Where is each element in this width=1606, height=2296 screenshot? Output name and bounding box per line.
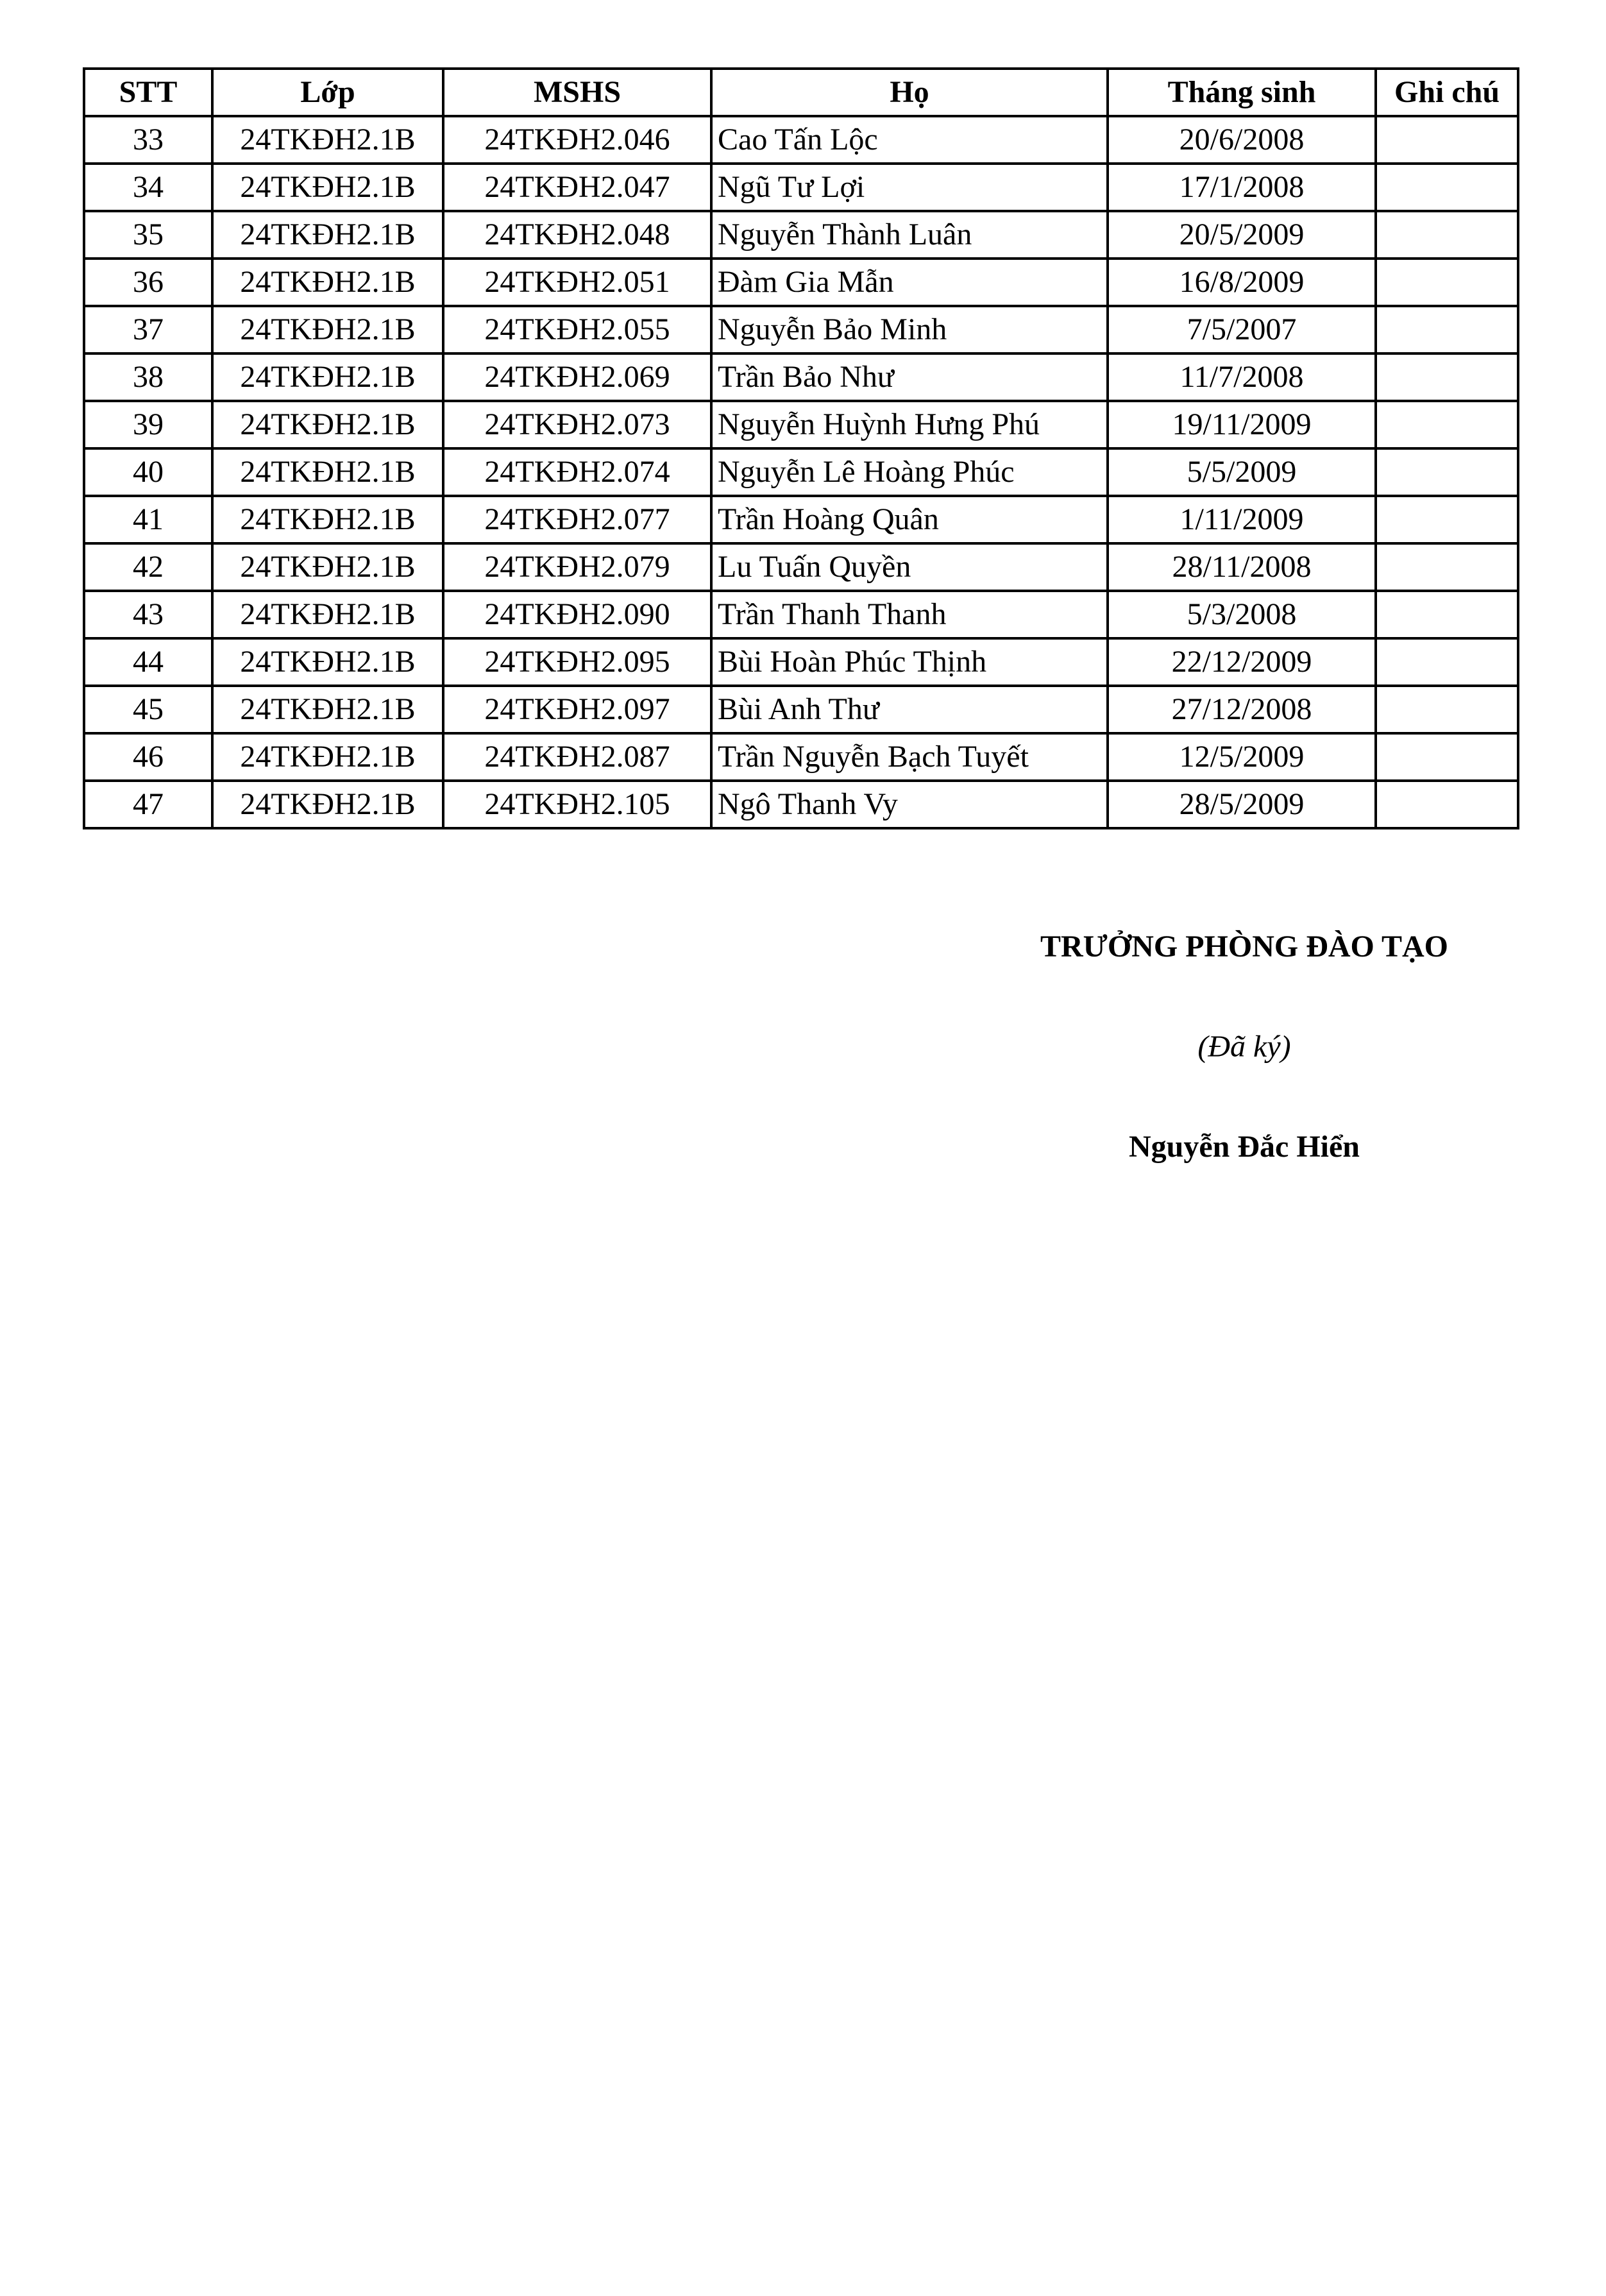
cell-name: Trần Bảo Như xyxy=(711,353,1108,401)
cell-stt: 47 xyxy=(84,781,212,828)
table-row xyxy=(84,211,1518,259)
cell-student-id: 24TKĐH2.090 xyxy=(443,591,711,638)
table-row xyxy=(84,591,1518,638)
cell-stt: 42 xyxy=(84,543,212,591)
table-row xyxy=(84,259,1518,306)
table-row xyxy=(84,401,1518,448)
cell-notes xyxy=(1376,733,1518,781)
signatory-name: Nguyễn Đắc Hiển xyxy=(1129,1130,1360,1164)
cell-student-id: 24TKĐH2.069 xyxy=(443,353,711,401)
table-header-row xyxy=(84,69,1518,116)
cell-name: Nguyễn Lê Hoàng Phúc xyxy=(711,448,1108,496)
cell-birth-date: 16/8/2009 xyxy=(1108,259,1376,306)
cell-class: 24TKĐH2.1B xyxy=(212,448,443,496)
cell-student-id: 24TKĐH2.105 xyxy=(443,781,711,828)
cell-stt: 43 xyxy=(84,591,212,638)
cell-birth-date: 5/3/2008 xyxy=(1108,591,1376,638)
cell-name: Lu Tuấn Quyền xyxy=(711,543,1108,591)
cell-student-id: 24TKĐH2.095 xyxy=(443,638,711,686)
cell-class: 24TKĐH2.1B xyxy=(212,259,443,306)
cell-birth-date: 27/12/2008 xyxy=(1108,686,1376,733)
cell-student-id: 24TKĐH2.079 xyxy=(443,543,711,591)
cell-name: Trần Hoàng Quân xyxy=(711,496,1108,543)
cell-stt: 34 xyxy=(84,164,212,211)
table-row xyxy=(84,116,1518,164)
cell-birth-date: 12/5/2009 xyxy=(1108,733,1376,781)
cell-notes xyxy=(1376,353,1518,401)
cell-class: 24TKĐH2.1B xyxy=(212,116,443,164)
cell-class: 24TKĐH2.1B xyxy=(212,211,443,259)
table-row xyxy=(84,781,1518,828)
cell-student-id: 24TKĐH2.047 xyxy=(443,164,711,211)
signature-title: TRƯỞNG PHÒNG ĐÀO TẠO xyxy=(1040,930,1449,964)
cell-stt: 38 xyxy=(84,353,212,401)
cell-birth-date: 1/11/2009 xyxy=(1108,496,1376,543)
cell-name: Đàm Gia Mẫn xyxy=(711,259,1108,306)
cell-birth-date: 17/1/2008 xyxy=(1108,164,1376,211)
cell-birth-date: 28/5/2009 xyxy=(1108,781,1376,828)
table-row xyxy=(84,733,1518,781)
cell-notes xyxy=(1376,543,1518,591)
cell-birth-date: 22/12/2009 xyxy=(1108,638,1376,686)
cell-student-id: 24TKĐH2.055 xyxy=(443,306,711,353)
cell-name: Trần Thanh Thanh xyxy=(711,591,1108,638)
cell-student-id: 24TKĐH2.074 xyxy=(443,448,711,496)
cell-name: Ngũ Tư Lợi xyxy=(711,164,1108,211)
cell-student-id: 24TKĐH2.051 xyxy=(443,259,711,306)
cell-student-id: 24TKĐH2.097 xyxy=(443,686,711,733)
cell-name: Nguyễn Thành Luân xyxy=(711,211,1108,259)
cell-class: 24TKĐH2.1B xyxy=(212,686,443,733)
header-stt: STT xyxy=(84,69,212,116)
cell-notes xyxy=(1376,448,1518,496)
cell-name: Bùi Anh Thư xyxy=(711,686,1108,733)
cell-notes xyxy=(1376,638,1518,686)
cell-birth-date: 19/11/2009 xyxy=(1108,401,1376,448)
cell-notes xyxy=(1376,591,1518,638)
cell-class: 24TKĐH2.1B xyxy=(212,781,443,828)
cell-stt: 37 xyxy=(84,306,212,353)
header-student-id: MSHS xyxy=(443,69,711,116)
cell-stt: 33 xyxy=(84,116,212,164)
student-table xyxy=(83,67,1519,829)
cell-stt: 39 xyxy=(84,401,212,448)
table-row xyxy=(84,638,1518,686)
cell-student-id: 24TKĐH2.077 xyxy=(443,496,711,543)
table-row xyxy=(84,543,1518,591)
cell-stt: 45 xyxy=(84,686,212,733)
table-row xyxy=(84,448,1518,496)
cell-name: Ngô Thanh Vy xyxy=(711,781,1108,828)
cell-notes xyxy=(1376,401,1518,448)
cell-notes xyxy=(1376,116,1518,164)
cell-notes xyxy=(1376,686,1518,733)
cell-student-id: 24TKĐH2.087 xyxy=(443,733,711,781)
cell-name: Bùi Hoàn Phúc Thịnh xyxy=(711,638,1108,686)
cell-birth-date: 20/5/2009 xyxy=(1108,211,1376,259)
signature-status: (Đã ký) xyxy=(1197,1030,1291,1064)
cell-class: 24TKĐH2.1B xyxy=(212,496,443,543)
table-row xyxy=(84,353,1518,401)
cell-notes xyxy=(1376,211,1518,259)
cell-birth-date: 20/6/2008 xyxy=(1108,116,1376,164)
header-notes: Ghi chú xyxy=(1376,69,1518,116)
cell-class: 24TKĐH2.1B xyxy=(212,353,443,401)
cell-stt: 46 xyxy=(84,733,212,781)
cell-class: 24TKĐH2.1B xyxy=(212,733,443,781)
cell-birth-date: 28/11/2008 xyxy=(1108,543,1376,591)
cell-name: Cao Tấn Lộc xyxy=(711,116,1108,164)
cell-stt: 36 xyxy=(84,259,212,306)
cell-class: 24TKĐH2.1B xyxy=(212,306,443,353)
cell-class: 24TKĐH2.1B xyxy=(212,164,443,211)
header-birth-date: Tháng sinh xyxy=(1108,69,1376,116)
cell-student-id: 24TKĐH2.046 xyxy=(443,116,711,164)
cell-stt: 35 xyxy=(84,211,212,259)
cell-name: Nguyễn Bảo Minh xyxy=(711,306,1108,353)
table-row xyxy=(84,164,1518,211)
header-name: Họ xyxy=(711,69,1108,116)
cell-class: 24TKĐH2.1B xyxy=(212,401,443,448)
cell-notes xyxy=(1376,496,1518,543)
cell-birth-date: 11/7/2008 xyxy=(1108,353,1376,401)
cell-notes xyxy=(1376,259,1518,306)
table-body xyxy=(84,116,1518,828)
cell-stt: 41 xyxy=(84,496,212,543)
cell-stt: 44 xyxy=(84,638,212,686)
cell-stt: 40 xyxy=(84,448,212,496)
cell-birth-date: 5/5/2009 xyxy=(1108,448,1376,496)
cell-name: Nguyễn Huỳnh Hưng Phú xyxy=(711,401,1108,448)
cell-class: 24TKĐH2.1B xyxy=(212,543,443,591)
cell-name: Trần Nguyễn Bạch Tuyết xyxy=(711,733,1108,781)
cell-notes xyxy=(1376,164,1518,211)
table-row xyxy=(84,496,1518,543)
cell-student-id: 24TKĐH2.073 xyxy=(443,401,711,448)
header-class: Lớp xyxy=(212,69,443,116)
table-row xyxy=(84,686,1518,733)
cell-class: 24TKĐH2.1B xyxy=(212,638,443,686)
cell-student-id: 24TKĐH2.048 xyxy=(443,211,711,259)
cell-class: 24TKĐH2.1B xyxy=(212,591,443,638)
cell-notes xyxy=(1376,306,1518,353)
cell-birth-date: 7/5/2007 xyxy=(1108,306,1376,353)
table-row xyxy=(84,306,1518,353)
cell-notes xyxy=(1376,781,1518,828)
